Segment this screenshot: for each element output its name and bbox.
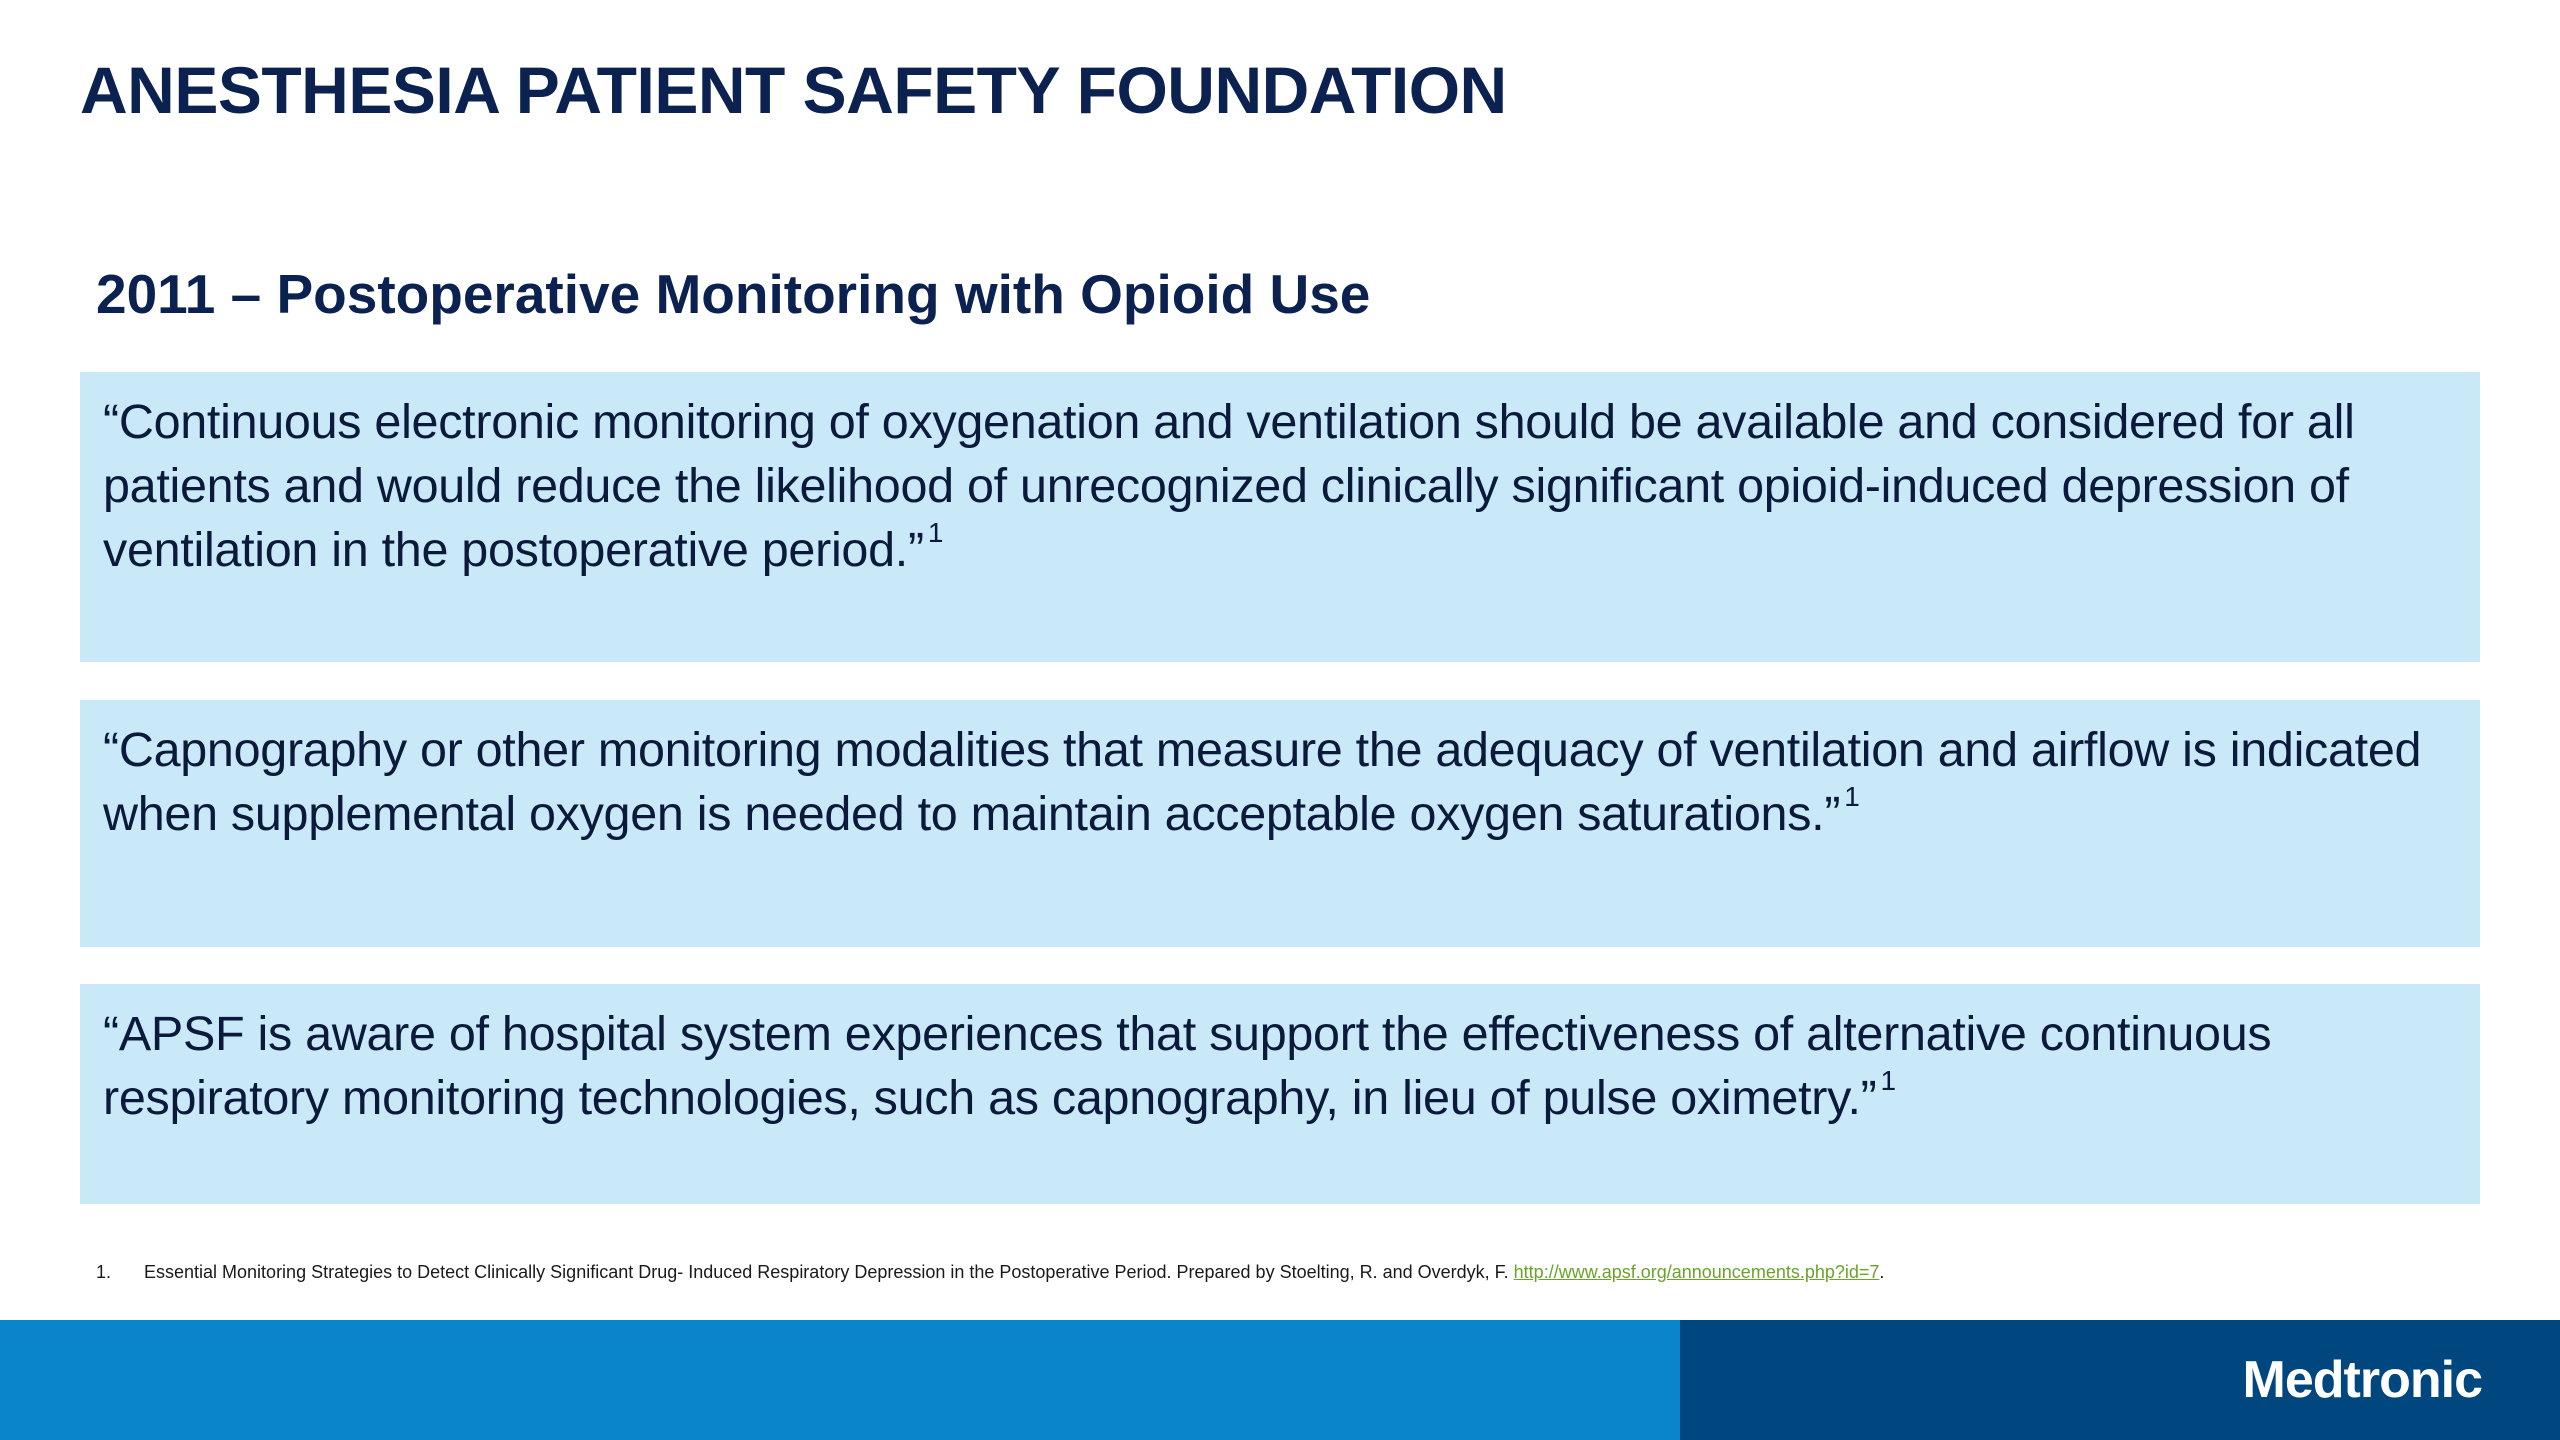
quote-body: “APSF is aware of hospital system experiences that support the effectiveness of alternative continuous respiratory monitoring technologies, such as capnography, in lieu of pulse oximetry.” (103, 1007, 2272, 1125)
footnote-text: Essential Monitoring Strategies to Detect Clinically Significant Drug- Induced Respiratory Depression in the Postoperative Period. Prepared by Stoelting, R. and Overdyk, F. (144, 1262, 1514, 1282)
quote-text (103, 718, 2456, 846)
quote-body: “Continuous electronic monitoring of oxygenation and ventilation should be available and considered for all patients and would reduce the likelihood of unrecognized clinically significant opioid-induced depression of ventilation in the postoperative period.” (103, 395, 2355, 577)
reference-superscript: 1 (1880, 1065, 1896, 1096)
quote-box-2 (80, 700, 2480, 947)
quote-text (103, 390, 2456, 582)
footnote-link[interactable]: http://www.apsf.org/announcements.php?id=7 (1513, 1262, 1880, 1282)
quote-text (103, 1002, 2456, 1130)
quote-box-3 (80, 984, 2480, 1204)
footer-left-band (0, 1320, 1680, 1440)
quote-body: “Capnography or other monitoring modalities that measure the adequacy of ventilation and airflow is indicated when supplemental oxygen is needed to maintain acceptable oxygen saturations.” (103, 723, 2422, 841)
section-subtitle: 2011 – Postoperative Monitoring with Opioid Use (96, 263, 1371, 325)
footnote-number: 1. (96, 1262, 112, 1282)
reference-superscript: 1 (927, 517, 944, 548)
footer-right-band (1680, 1320, 2560, 1440)
footnote (96, 1262, 1884, 1283)
reference-superscript: 1 (1844, 781, 1860, 812)
medtronic-logo: Medtronic (2242, 1351, 2482, 1409)
footer-bar (0, 1320, 2560, 1440)
quote-box-1 (80, 372, 2480, 662)
page-title: ANESTHESIA PATIENT SAFETY FOUNDATION (80, 53, 1507, 127)
footnote-suffix: . (1879, 1262, 1885, 1282)
